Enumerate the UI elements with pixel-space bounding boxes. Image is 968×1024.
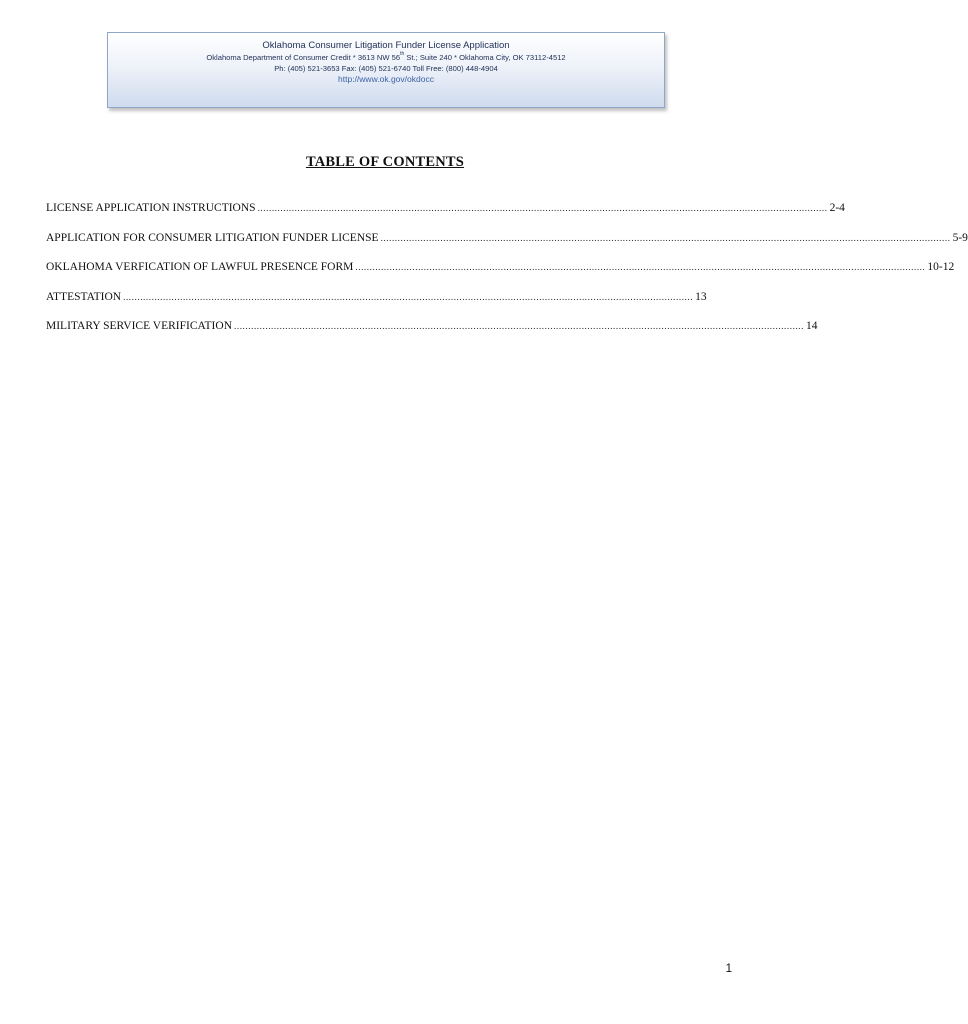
toc-entry-pages: 2-4 [829, 202, 845, 214]
toc-entry[interactable] [46, 290, 707, 321]
toc-heading: TABLE OF CONTENTS [305, 154, 465, 170]
toc-dot-leader: ........................................................................................................................................................................................................ [123, 291, 694, 302]
toc-entry-label: LICENSE APPLICATION INSTRUCTIONS [46, 202, 256, 214]
toc-dot-leader: ........................................................................................................................................................................................................ [380, 232, 951, 243]
toc-dot-leader: ........................................................................................................................................................................................................ [355, 262, 926, 273]
header-address-sup: th [400, 51, 405, 57]
header-address [108, 52, 664, 63]
header-title: Oklahoma Consumer Litigation Funder License Application [262, 40, 510, 51]
toc-entry[interactable] [46, 320, 818, 350]
toc-entry[interactable] [46, 261, 955, 291]
toc-entry[interactable] [46, 202, 845, 232]
toc-entry-label: ATTESTATION [46, 290, 122, 303]
header-website-link[interactable]: http://www.ok.gov/okdocc [338, 74, 434, 84]
toc-entry-label: APPLICATION FOR CONSUMER LITIGATION FUNDER LICENSE [46, 231, 379, 244]
toc-entry-pages: 5-9 [952, 231, 968, 244]
toc-entry-label: OKLAHOMA VERFICATION OF LAWFUL PRESENCE FORM [46, 261, 354, 274]
toc-entry-label: MILITARY SERVICE VERIFICATION [46, 320, 232, 333]
letterhead-box [107, 32, 665, 108]
toc-entry[interactable] [46, 231, 968, 262]
toc-entry-pages: 13 [695, 290, 707, 303]
page-number: 1 [725, 963, 732, 975]
header-address-main: Oklahoma Department of Consumer Credit * 3613 NW 56 [206, 53, 401, 62]
header-phones: Ph: (405) 521-3653 Fax: (405) 521-6740 Toll Free: (800) 448-4904 [274, 64, 498, 73]
header-address-rest: St.; Suite 240 * Oklahoma City, OK 73112-4512 [404, 53, 566, 62]
toc-list [46, 202, 968, 350]
toc-dot-leader: ........................................................................................................................................................................................................ [234, 321, 804, 332]
toc-entry-pages: 14 [806, 320, 818, 333]
toc-entry-pages: 10-12 [927, 261, 955, 274]
toc-dot-leader: ........................................................................................................................................................................................................ [257, 203, 828, 213]
